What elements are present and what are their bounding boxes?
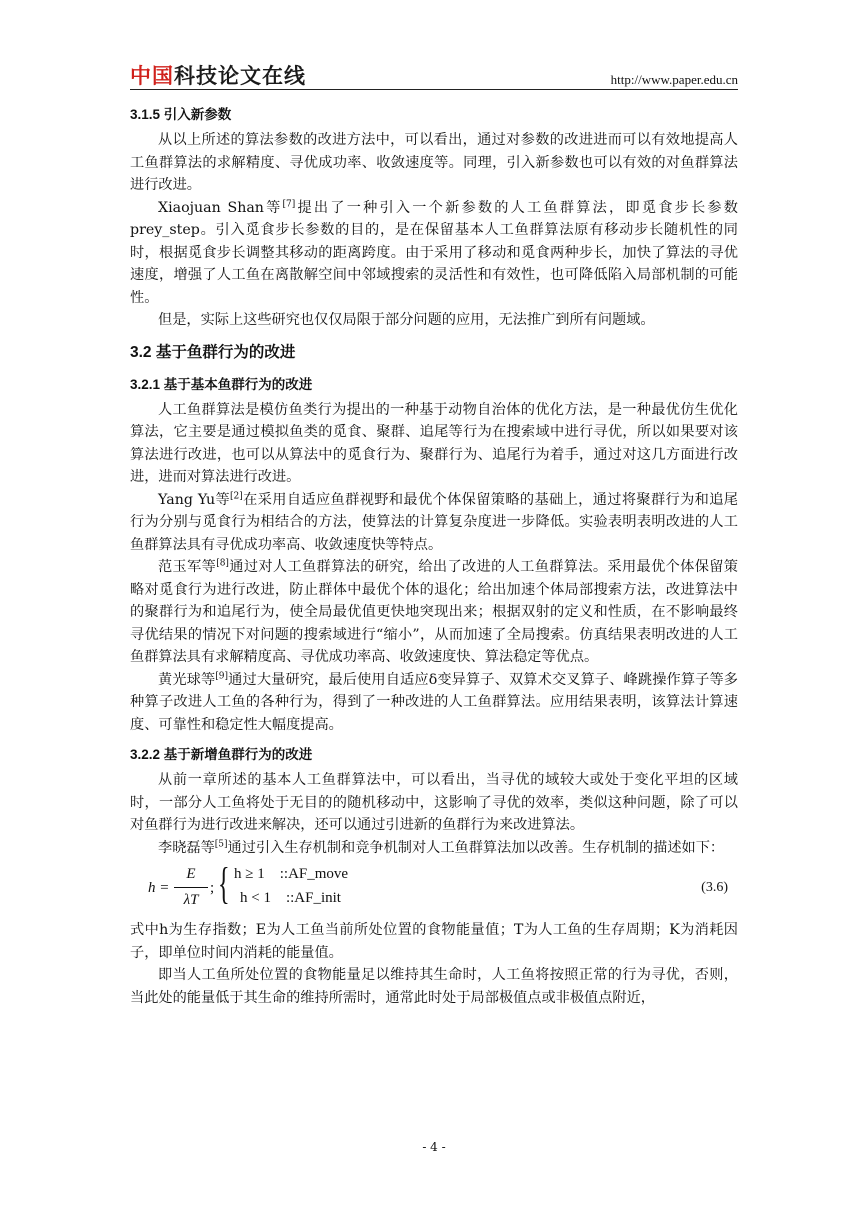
paragraph: [130, 489, 738, 557]
equation-number: (3.6): [701, 880, 728, 895]
logo-red-text: 中国: [130, 64, 174, 88]
paragraph: 但是，实际上这些研究也仅仅局限于部分问题的应用，无法推广到所有问题域。: [158, 312, 655, 328]
paragraph: [130, 556, 738, 669]
paragraph: [130, 669, 738, 737]
text-run: 范玉军等: [158, 559, 217, 575]
citation[interactable]: [5]: [214, 838, 228, 849]
text-run: Yang Yu等: [158, 491, 231, 508]
site-logo: [130, 60, 306, 90]
equation-fraction: [174, 863, 208, 911]
section-3-2-heading: 3.2 基于鱼群行为的改进: [130, 343, 296, 361]
text-run: 在采用自适应鱼群视野和最优个体保留策略的基础上，通过将聚群行为和追尾行为分别与觅食行为相结合的方法，使算法的计算复杂度进一步降低。实验表明表明改进的人工鱼群算法具有寻优成功率高、收敛速度快等特点。: [130, 491, 738, 553]
paragraph: 即当人工鱼所处位置的食物能量足以维持其生命时，人工鱼将按照正常的行为寻优，否则，当此处的能量低于其生命的维持所需时，通常此时处于局部极值点或非极值点附近，: [130, 967, 738, 1006]
equation-3-6: [130, 861, 738, 915]
text-run: Xiaojuan Shan等: [158, 199, 283, 216]
logo-black-text: 科技论文在线: [174, 64, 306, 88]
fraction-numerator: E: [186, 866, 196, 882]
citation[interactable]: [2]: [230, 490, 243, 501]
text-run: 通过大量研究，最后使用自适应δ变异算子、双算术交叉算子、峰跳操作算子等多种算子改进人工鱼的各种行为，得到了一种改进的人工鱼群算法。应用结果表明，该算法计算速度、可靠性和稳定性大幅度提高。: [130, 671, 738, 733]
paragraph: 式中h为生存指数；E为人工鱼当前所处位置的食物能量值；T为人工鱼的生存周期；K为消耗因子，即单位时间内消耗的能量值。: [130, 922, 738, 961]
section-3-1-5-heading: 3.1.5 引入新参数: [130, 107, 232, 122]
equation-case-1: h ≥ 1 ::AF_move: [234, 866, 349, 882]
section-3-2-2-heading: 3.2.2 基于新增鱼群行为的改进: [130, 747, 313, 762]
fraction-bar: [174, 887, 208, 888]
section-3-2-1-heading: 3.2.1 基于基本鱼群行为的改进: [130, 376, 313, 392]
text-run: 李晓磊等: [158, 839, 215, 856]
text-run: 通过引入生存机制和竞争机制对人工鱼群算法加以改善。生存机制的描述如下：: [227, 839, 725, 856]
text-run: 通过对人工鱼群算法的研究，给出了改进的人工鱼群算法。采用最优个体保留策略对觅食行为进行改进，防止群体中最优个体的退化；给出加速个体局部搜索方法，改进算法中的聚群行为和追尾行为，使全局最优值更快地突现出来；根据双射的定义和性质，在不影响最终寻优结果的情况下对问题的搜索域进行“缩小”，从而加速了全局搜索。仿真结果表明改进的人工鱼群算法具有求解精度高、寻优成功率高、收敛速度快、算法稳定等优点。: [130, 559, 738, 665]
text-run: 黄光球等: [158, 671, 216, 688]
page-number: - 4 -: [422, 1140, 446, 1154]
paragraph: [130, 197, 738, 310]
page-header: [130, 56, 738, 92]
paragraph: 从以上所述的算法参数的改进方法中，可以看出，通过对参数的改进进而可以有效地提高人工鱼群算法的求解精度、寻优成功率、收敛速度等。同理，引入新参数也可以有效的对鱼群算法进行改进。: [130, 132, 738, 193]
header-rule: [130, 89, 738, 90]
paragraph: 从前一章所述的基本人工鱼群算法中，可以看出，当寻优的域较大或处于变化平坦的区域时，一部分人工鱼将处于无目的的随机移动中，这影响了寻优的效率，类似这种问题，除了可以对鱼群行为进行改进来解决，还可以通过引进新的鱼群行为来改进算法。: [130, 772, 738, 833]
paragraph: 人工鱼群算法是模仿鱼类行为提出的一种基于动物自治体的优化方法，是一种最优仿生优化算法，它主要是通过模拟鱼类的觅食、聚群、追尾等行为在搜索域中进行寻优，所以如果要对该算法进行改进，也可以从算法中的觅食行为、聚群行为、追尾行为着手，通过对这几方面进行改进，进而对算法进行改进。: [130, 401, 738, 485]
page-body: [130, 104, 738, 1009]
text-run: 提出了一种引入一个新参数的人工鱼群算法，即觅食步长参数prey_step。引入觅食步长参数的目的，是在保留基本人工鱼群算法原有移动步长随机性的同时，根据觅食步长调整其移动的距离跨度。由于采用了移动和觅食两种步长，加快了算法的寻优速度，增强了人工鱼在离散解空间中邻域搜索的灵活性和有效性，也可降低陷入局部机制的可能性。: [130, 199, 738, 306]
left-brace-icon: {: [218, 859, 230, 908]
citation[interactable]: [7]: [282, 198, 296, 209]
equation-lhs: h =: [148, 880, 170, 896]
citation[interactable]: [8]: [216, 558, 229, 569]
equation-semicolon: ;: [210, 880, 215, 896]
citation[interactable]: [9]: [215, 670, 229, 681]
equation-case-2: h < 1 ::AF_init: [240, 890, 341, 906]
header-url[interactable]: http://www.paper.edu.cn: [610, 72, 738, 87]
fraction-denominator: λT: [183, 891, 199, 908]
paragraph: [130, 837, 738, 860]
